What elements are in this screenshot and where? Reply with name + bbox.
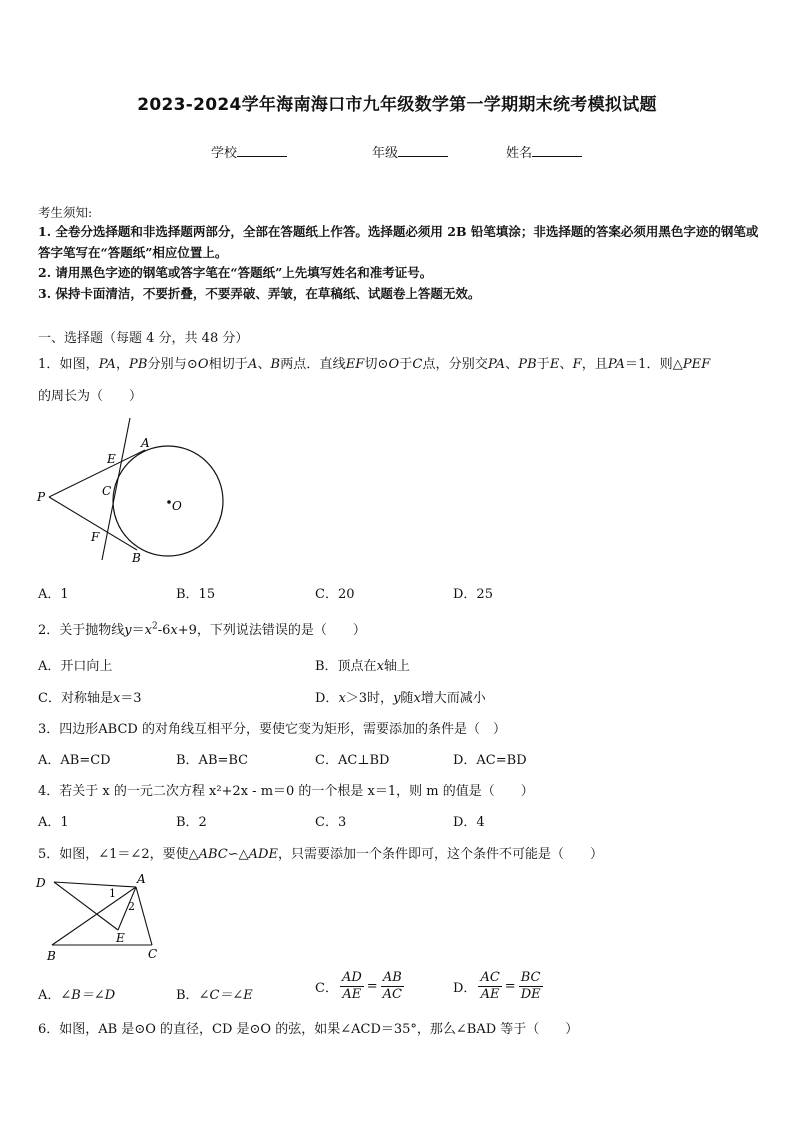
q5-stem: 5．如图，∠1＝∠2，要使△ABC∽△ADE，只需要添加一个条件即可，这个条件不可能是（ ） [38,847,603,862]
q1-stem-line2: 的周长为（ ） [38,389,143,404]
q2-option-d[interactable]: D．x＞3时，y随x增大而减小 [315,691,486,706]
q1-stem: 1．如图，PA，PB分别与⊙O相切于A、B两点．直线EF切⊙O于C点，分别交PA、PB于E、F，且PA＝1．则△PEF [38,357,711,372]
q5-option-b[interactable]: B．∠C＝∠E [176,988,253,1003]
q6-stem: 6．如图，AB 是⊙O 的直径，CD 是⊙O 的弦，如果∠ACD＝35°，那么∠BAD 等于（ ） [38,1022,579,1037]
q4-option-a[interactable]: A．1 [38,815,69,830]
segment-da [54,882,136,887]
q5-option-d[interactable]: D． $\frac{AC}{AE}$ = $\frac{BC}{DE}$ [453,970,541,1002]
q5-figure [32,868,172,964]
label-o: O [172,499,182,513]
label-c: C [148,947,158,961]
notice-item-2: 2. 请用黑色字迹的钢笔或答字笔在“答题纸”上先填写姓名和准考证号。 [38,265,433,280]
grade-blank[interactable] [398,144,448,157]
label-p: P [37,490,46,504]
q2-option-c[interactable]: C．对称轴是x＝3 [38,691,142,706]
section-heading: 一、选择题（每题 4 分，共 48 分） [38,331,249,346]
q4-option-d[interactable]: D．4 [453,815,485,830]
fraction-ac-ae: $\frac{AC}{AE}$ [480,970,500,1002]
label-d: D [36,876,46,890]
grade-label: 年级 [372,146,399,161]
name-blank[interactable] [532,144,582,157]
q3-option-b[interactable]: B．AB=BC [176,753,249,768]
grade-field[interactable] [372,142,448,161]
q3-option-c[interactable]: C．AC⊥BD [315,753,390,768]
q2-stem: 2．关于抛物线$y=x^2-6x+9$，下列说法错误的是（ ） [38,621,366,638]
school-field[interactable] [211,142,287,161]
q5-option-a[interactable]: A．∠B＝∠D [38,988,116,1003]
label-e: E [107,452,116,466]
q1-option-d[interactable]: D．25 [453,587,493,602]
label-c: C [102,484,112,498]
label-e: E [116,931,125,945]
q2-option-a[interactable]: A．开口向上 [38,659,113,674]
q1-option-b[interactable]: B．15 [176,587,216,602]
name-label: 姓名 [506,146,533,161]
school-blank[interactable] [237,144,287,157]
name-field[interactable] [506,142,582,161]
page-title: 2023-2024学年海南海口市九年级数学第一学期期末统考模拟试题 [137,95,657,115]
fraction-bc-de: $\frac{BC}{DE}$ [520,970,541,1002]
q2-option-b[interactable]: B．顶点在x轴上 [315,659,410,674]
label-f: F [91,530,100,544]
label-b: B [132,551,141,565]
tangent-pa [49,450,145,497]
school-label: 学校 [211,146,238,161]
q3-option-d[interactable]: D．AC=BD [453,753,527,768]
q4-stem: 4．若关于 x 的一元二次方程 x²+2x - m＝0 的一个根是 x＝1，则 m 的值是（ ） [38,784,534,799]
q4-option-c[interactable]: C．3 [315,815,347,830]
q1-figure [30,410,240,572]
q4-option-b[interactable]: B．2 [176,815,207,830]
segment-ac [136,887,152,945]
q1-option-c[interactable]: C．20 [315,587,355,602]
label-angle-1: 1 [109,887,116,900]
label-angle-2: 2 [128,900,135,913]
notice-item-1: 1. 全卷分选择题和非选择题两部分，全部在答题纸上作答。选择题必须用 2B 铅笔填涂；非选择题的答案必须用黑色字迹的钢笔或答字笔写在“答题纸”相应位置上。 [38,224,759,260]
notice-item-3: 3. 保持卡面清洁，不要折叠，不要弄破、弄皱，在草稿纸、试题卷上答题无效。 [38,286,481,301]
q3-stem: 3．四边形ABCD 的对角线互相平分，要使它变为矩形，需要添加的条件是（ ） [38,722,506,737]
fraction-ab-ac: $\frac{AB}{AC}$ [382,970,403,1002]
label-a: A [141,436,150,450]
q1-option-a[interactable]: A．1 [38,587,69,602]
center-o-dot [167,500,171,504]
label-b: B [47,949,56,963]
q5-option-c[interactable]: C． $\frac{AD}{AE}$ = $\frac{AB}{AC}$ [315,970,403,1002]
fraction-ad-ae: $\frac{AD}{AE}$ [341,970,362,1002]
notice-heading: 考生须知: [38,205,93,220]
q3-option-a[interactable]: A．AB=CD [38,753,111,768]
label-a: A [137,872,146,886]
